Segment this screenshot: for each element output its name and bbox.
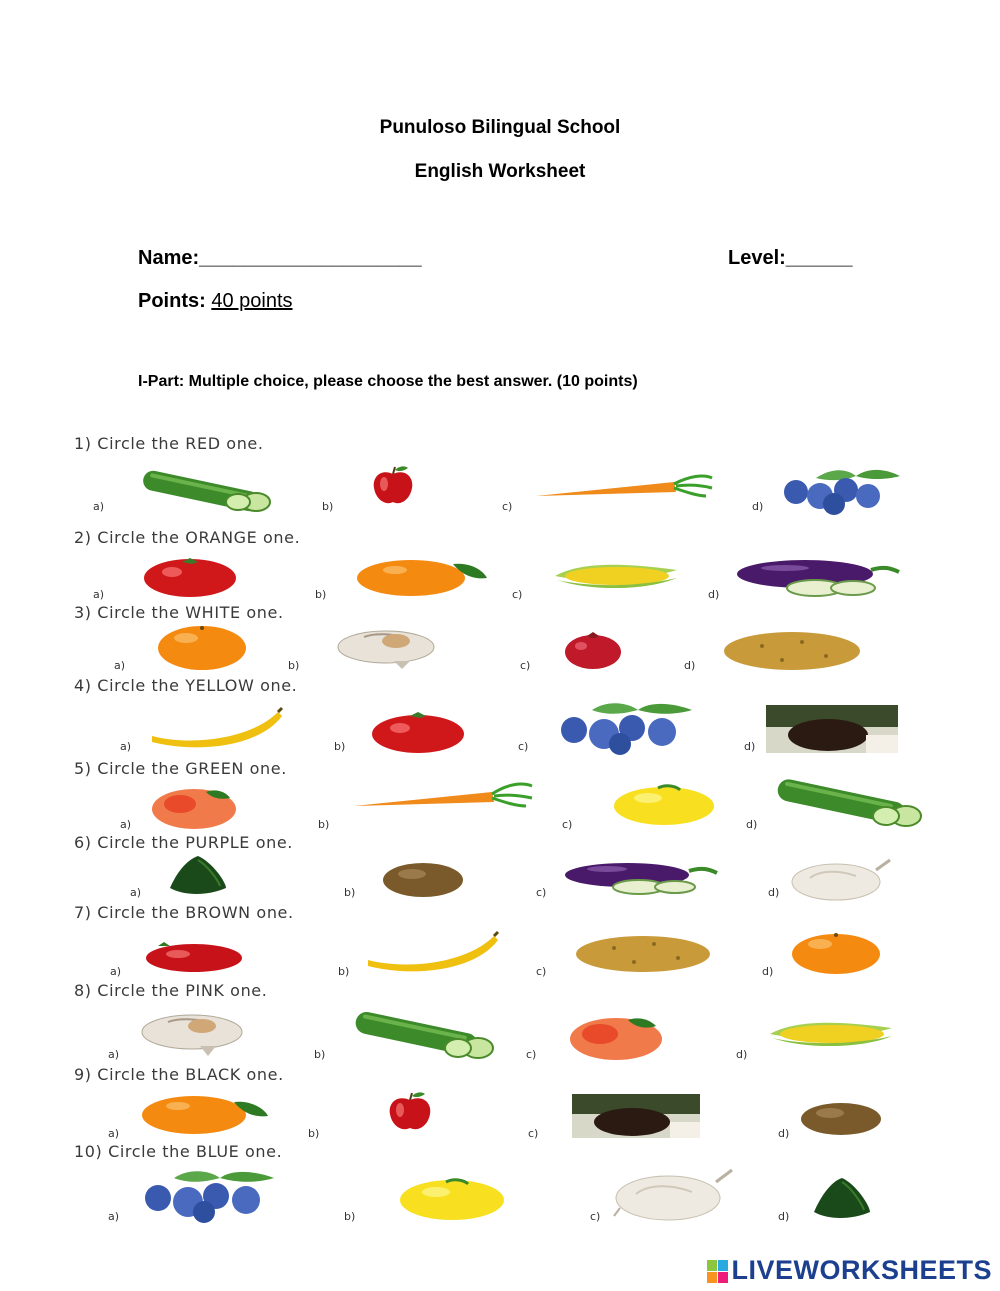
liveworksheets-logo-text: LIVEWORKSHEETS <box>731 1255 992 1285</box>
pomegranate-icon[interactable] <box>142 938 244 974</box>
school-name: Punuloso Bilingual School <box>379 117 621 138</box>
option-letter-q2-c: c) <box>512 588 523 601</box>
option-letter-q5-b: b) <box>318 818 330 831</box>
option-letter-q4-a: a) <box>120 740 132 753</box>
option-letter-q4-d: d) <box>744 740 756 753</box>
avocado-icon[interactable] <box>812 1178 874 1220</box>
liveworksheets-logo[interactable] <box>707 1255 992 1286</box>
tomato-icon[interactable] <box>370 710 466 754</box>
option-letter-q5-d: d) <box>746 818 758 831</box>
option-letter-q5-c: c) <box>562 818 573 831</box>
onion-icon[interactable] <box>612 1168 734 1224</box>
apple-icon[interactable] <box>370 464 416 506</box>
orange-icon[interactable] <box>790 932 882 976</box>
onion-icon[interactable] <box>790 856 894 902</box>
peach-icon[interactable] <box>568 1014 666 1062</box>
option-letter-q2-d: d) <box>708 588 720 601</box>
option-letter-q3-a: a) <box>114 659 126 672</box>
option-letter-q10-b: b) <box>344 1210 356 1223</box>
banana-icon[interactable] <box>150 706 284 748</box>
potato-icon[interactable] <box>722 630 862 672</box>
option-letter-q1-b: b) <box>322 500 334 513</box>
question-2: 2) Circle the ORANGE one. <box>74 528 301 547</box>
eggplant-icon[interactable] <box>735 558 901 598</box>
black-radish-icon[interactable] <box>766 705 898 753</box>
potato-icon[interactable] <box>574 934 712 974</box>
option-letter-q9-c: c) <box>528 1127 539 1140</box>
lemon-icon[interactable] <box>612 784 716 826</box>
option-letter-q8-d: d) <box>736 1048 748 1061</box>
name-field: Name:____________________ <box>138 247 422 269</box>
black-radish-icon[interactable] <box>572 1094 700 1138</box>
question-5: 5) Circle the GREEN one. <box>74 759 287 778</box>
option-letter-q3-d: d) <box>684 659 696 672</box>
blueberries-icon[interactable] <box>776 466 906 514</box>
option-letter-q4-c: c) <box>518 740 529 753</box>
question-1: 1) Circle the RED one. <box>74 434 264 453</box>
carrot-icon[interactable] <box>352 782 534 812</box>
banana-icon[interactable] <box>366 932 500 972</box>
eggplant-icon[interactable] <box>563 861 719 895</box>
garlic-icon[interactable] <box>138 1012 246 1058</box>
option-letter-q8-b: b) <box>314 1048 326 1061</box>
garlic-icon[interactable] <box>334 627 438 671</box>
question-6: 6) Circle the PURPLE one. <box>74 833 293 852</box>
option-letter-q8-c: c) <box>526 1048 537 1061</box>
option-letter-q5-a: a) <box>120 818 132 831</box>
option-letter-q8-a: a) <box>108 1048 120 1061</box>
question-8: 8) Circle the PINK one. <box>74 981 268 1000</box>
instructions: I-Part: Multiple choice, please choose the best answer. (10 points) <box>138 373 638 390</box>
kiwi-icon[interactable] <box>800 1102 882 1136</box>
option-letter-q9-b: b) <box>308 1127 320 1140</box>
liveworksheets-logo-icon <box>707 1260 729 1284</box>
option-letter-q7-d: d) <box>762 965 774 978</box>
option-letter-q3-b: b) <box>288 659 300 672</box>
option-letter-q7-c: c) <box>536 965 547 978</box>
corn-icon[interactable] <box>768 1016 894 1052</box>
option-letter-q9-a: a) <box>108 1127 120 1140</box>
option-letter-q2-a: a) <box>93 588 105 601</box>
cucumber-icon[interactable] <box>772 782 924 828</box>
blueberries-icon[interactable] <box>134 1168 288 1224</box>
orange-icon[interactable] <box>355 558 489 598</box>
question-10: 10) Circle the BLUE one. <box>74 1142 283 1161</box>
option-letter-q6-b: b) <box>344 886 356 899</box>
tomato-icon[interactable] <box>142 556 240 598</box>
pomegranate-icon[interactable] <box>563 632 625 670</box>
avocado-icon[interactable] <box>168 856 230 894</box>
points-value: 40 points <box>211 290 293 312</box>
option-letter-q1-c: c) <box>502 500 513 513</box>
question-4: 4) Circle the YELLOW one. <box>74 676 298 695</box>
option-letter-q4-b: b) <box>334 740 346 753</box>
apple-icon[interactable] <box>386 1090 434 1132</box>
option-letter-q2-b: b) <box>315 588 327 601</box>
option-letter-q7-a: a) <box>110 965 122 978</box>
orange-icon[interactable] <box>156 624 248 672</box>
points-label: Points: <box>138 290 206 312</box>
kiwi-icon[interactable] <box>382 862 464 898</box>
cucumber-icon[interactable] <box>138 472 274 512</box>
option-letter-q10-c: c) <box>590 1210 601 1223</box>
worksheet-title: English Worksheet <box>414 161 586 182</box>
question-7: 7) Circle the BROWN one. <box>74 903 294 922</box>
corn-icon[interactable] <box>553 560 679 592</box>
option-letter-q1-d: d) <box>752 500 764 513</box>
points-field <box>138 290 293 313</box>
option-letter-q10-d: d) <box>778 1210 790 1223</box>
blueberries-icon[interactable] <box>552 700 708 756</box>
carrot-icon[interactable] <box>534 474 714 504</box>
cucumber-icon[interactable] <box>350 1014 496 1060</box>
option-letter-q10-a: a) <box>108 1210 120 1223</box>
level-field: Level:______ <box>728 247 853 269</box>
question-3: 3) Circle the WHITE one. <box>74 603 284 622</box>
question-9: 9) Circle the BLACK one. <box>74 1065 284 1084</box>
option-letter-q3-c: c) <box>520 659 531 672</box>
option-letter-q6-c: c) <box>536 886 547 899</box>
option-letter-q9-d: d) <box>778 1127 790 1140</box>
orange-icon[interactable] <box>140 1094 270 1136</box>
lemon-icon[interactable] <box>398 1178 506 1222</box>
option-letter-q6-a: a) <box>130 886 142 899</box>
peach-icon[interactable] <box>150 786 240 830</box>
option-letter-q1-a: a) <box>93 500 105 513</box>
option-letter-q6-d: d) <box>768 886 780 899</box>
option-letter-q7-b: b) <box>338 965 350 978</box>
